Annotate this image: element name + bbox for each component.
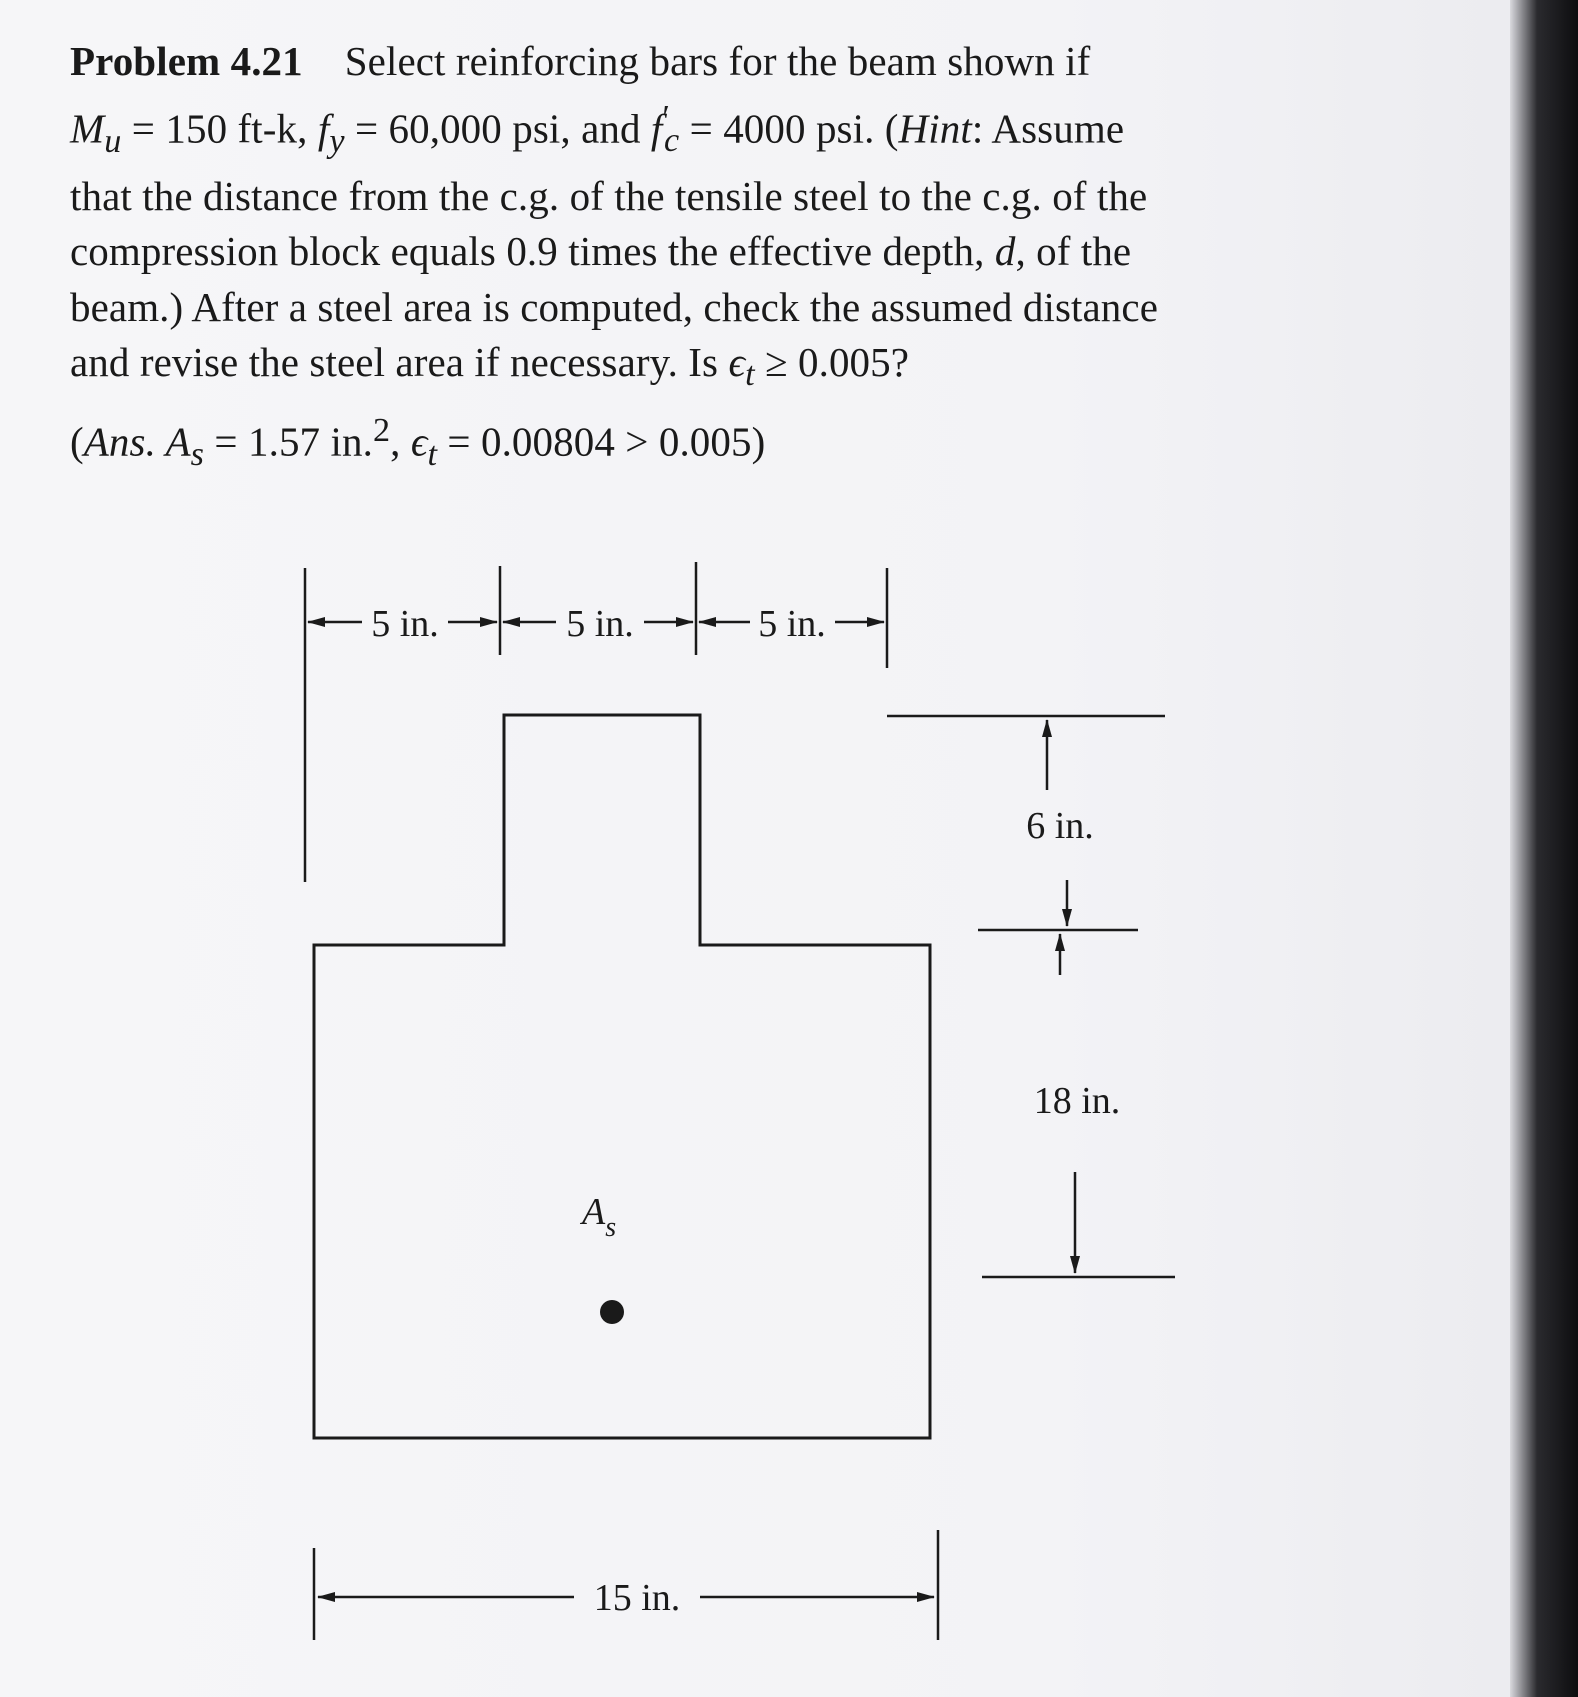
steel-bar-dot [600,1300,624,1324]
problem-line-3: that the distance from the c.g. of the tensile steel to the c.g. of the [70,172,1148,219]
problem-line-4: compression block equals 0.9 times the effective depth, d, of the [70,228,1132,275]
dim-6-label: 6 in. [1026,805,1094,847]
problem-line-1: Problem 4.21 Select reinforcing bars for the beam shown if [70,38,1091,84]
dim-15-label: 15 in. [593,1577,681,1619]
top-dim-label-2: 5 in. [566,603,634,645]
top-dim-label-3: 5 in. [758,603,826,645]
problem-line-6: and revise the steel area if necessary. Is $\epsilon_t \ge 0.005$? [70,339,910,394]
problem-line-5: beam.) After a steel area is computed, check the assumed distance [70,283,1158,330]
dim-18-label: 18 in. [1033,1080,1121,1122]
problem-number: Problem 4.21 [70,38,303,84]
top-dim-label-1: 5 in. [371,603,439,645]
beam-outline [314,715,930,1438]
problem-line-2: $M_u = 150$ ft-k, $f_y = 60,000$ psi, and $f'_c = 4000$ psi. (Hint: Assume [70,98,1125,160]
steel-area-label: $A_s$ [582,1191,617,1243]
answer-line: (Ans. $A_s = 1.57$ in.$^2$, $\epsilon_t = 0.00804 > 0.005$) [70,412,766,473]
